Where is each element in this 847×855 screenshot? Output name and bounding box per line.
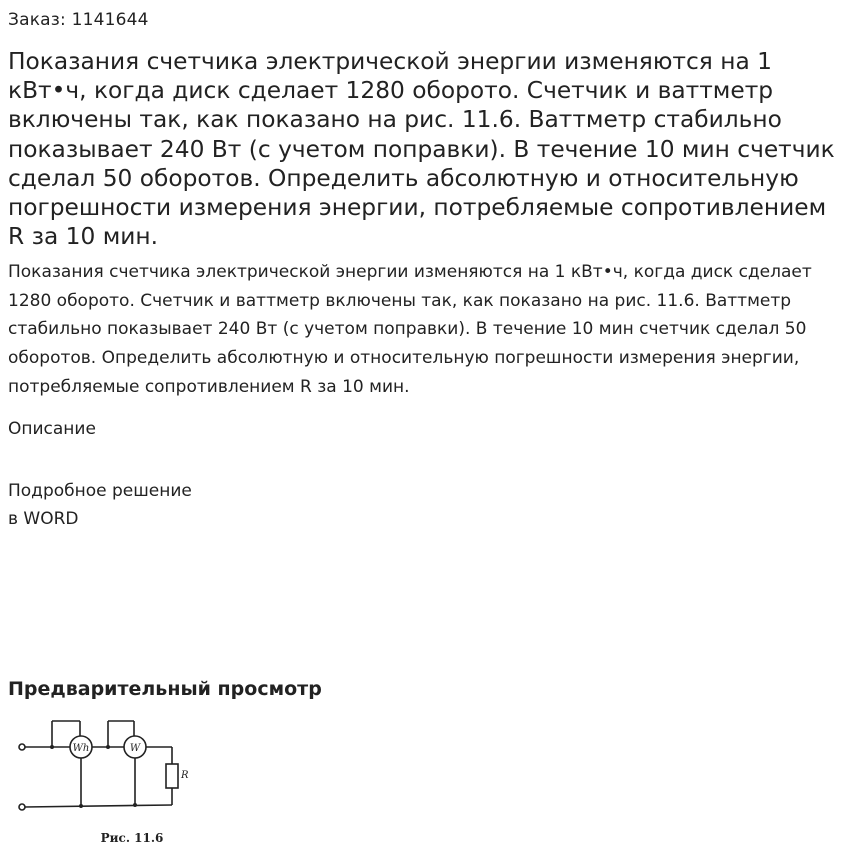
figure-caption: Рис. 11.6 [100,831,164,845]
resistor [166,764,178,788]
watthour-meter-label: Wh [72,743,90,754]
task-title: Показания счетчика электрической энергии изменяются на 1 кВт•ч, когда диск сделает 1280 оборото. Счетчик и ваттметр включены так, как показано на рис. 11.6. Ваттметр стабильно показывает 240 Вт (с учетом поправки). В течение 10 мин счетчик сделал 50 оборотов. Определить абсолютную и относительную погрешности измерения энергии, потребляемые сопротивлением R за 10 мин. [8,48,835,251]
task-description: Показания счетчика электрической энергии изменяются на 1 кВт•ч, когда диск сделает 1280 оборото. Счетчик и ваттметр включены так, как показано на рис. 11.6. Ваттметр стабильно показывает 240 Вт (с учетом поправки). В течение 10 мин счетчик сделал 50 оборотов. Определить абсолютную и относительную погрешности измерения энергии, потребляемые сопротивлением R за 10 мин. [8,262,812,397]
order-number: Заказ: 1141644 [8,10,149,30]
wattmeter-label: W [129,743,141,754]
description-label: Описание [8,419,96,439]
solution-label-line1: Подробное решение [8,481,192,501]
preview-heading: Предварительный просмотр [8,678,322,700]
resistor-label: R [181,770,189,781]
circuit-diagram [10,712,210,852]
terminal-top [19,744,25,750]
solution-label-line2: в WORD [8,509,79,529]
terminal-bottom [19,804,25,810]
